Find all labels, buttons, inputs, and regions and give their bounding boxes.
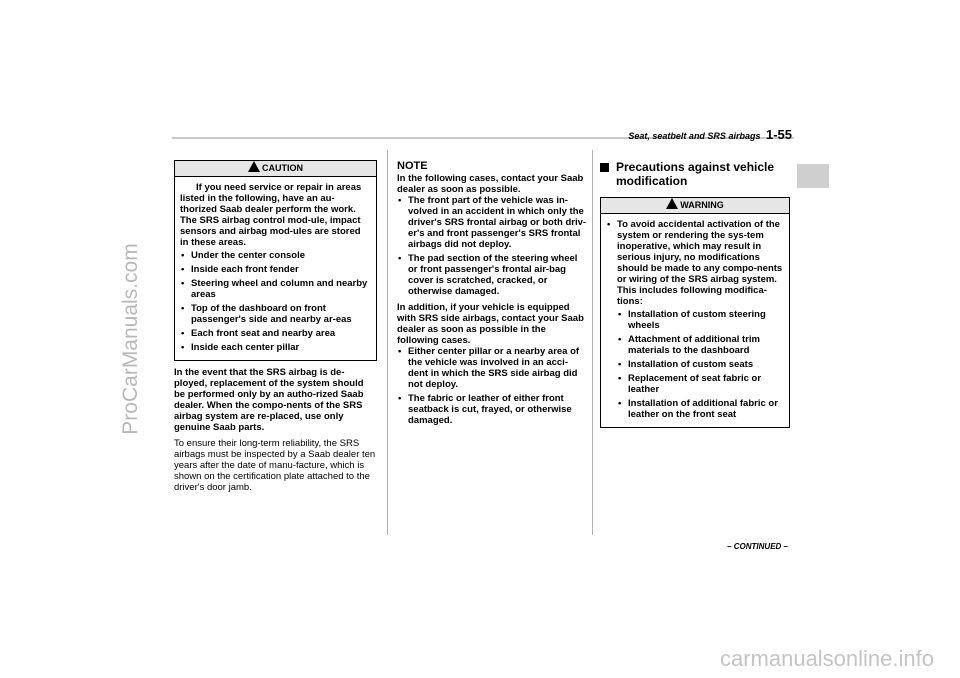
warning-list [606, 219, 784, 420]
warning-triangle-icon [666, 198, 678, 209]
column-divider-1 [387, 150, 388, 535]
list-item: • Attachment of additional trim materials to the dashboard [617, 334, 784, 356]
note-intro-2: In addition, if your vehicle is equipped with SRS side airbags, contact your Saab dealer as soon as possible in the following cases. [397, 302, 584, 346]
caution-header [175, 161, 376, 177]
caution-title: CAUTION [262, 163, 303, 173]
note-body [397, 173, 587, 426]
list-item: • The fabric or leather of either front seatback is cut, frayed, or otherwise damaged. [397, 393, 587, 426]
warning-title: WARNING [680, 200, 724, 210]
precautions-title: Precautions against vehicle modification [616, 160, 775, 188]
column-3 [600, 160, 790, 434]
note-intro: In the following cases, contact your Saab dealer as soon as possible. [397, 173, 584, 195]
list-item: • Inside each front fender [180, 264, 371, 275]
list-item: • The front part of the vehicle was in-volved in an accident in which only the driver's SRS frontal airbag or both driv-er's and front passenger's SRS frontal airbags did not deploy. [397, 195, 587, 250]
caution-list [180, 250, 371, 353]
warning-header [601, 198, 789, 214]
list-item [606, 219, 784, 420]
chapter-thumb-tab [797, 164, 829, 188]
column-divider-2 [592, 150, 593, 535]
list-item: • Installation of additional fabric or leather on the front seat [617, 398, 784, 420]
list-item: • Top of the dashboard on front passenger's side and nearby ar-eas [180, 303, 371, 325]
inspection-paragraph: To ensure their long-term reliability, the SRS airbags must be inspected by a Saab dealer ten years after the date of manu-facture, which is shown on the certification plate attached to the driver's door jamb. [174, 438, 376, 493]
caution-body [175, 177, 376, 360]
page-header [628, 127, 792, 142]
list-item: • Installation of custom steering wheels [617, 309, 784, 331]
list-item: • Replacement of seat fabric or leather [617, 373, 784, 395]
bottom-watermark: carmanualsonline.info [719, 646, 934, 671]
page-number: 1-55 [765, 127, 792, 142]
list-item: • Each front seat and nearby area [180, 328, 371, 339]
list-item: • Either center pillar or a nearby area of the vehicle was involved in an acci-dent in which the SRS side airbag did not deploy. [397, 346, 587, 390]
column-2 [397, 160, 587, 429]
deployment-paragraph: In the event that the SRS airbag is de-ployed, replacement of the system should be performed only by an autho-rized Saab dealer. When the compo-nents of the SRS airbag system are re-placed, use only genuine Saab parts. [174, 367, 364, 433]
side-watermark: ProCarManuals.com [119, 243, 142, 435]
square-bullet-icon [600, 163, 609, 172]
list-item: • The pad section of the steering wheel or front passenger's frontal air-bag cover is scratched, cracked, or otherwise damaged. [397, 253, 587, 297]
note-list-2 [397, 346, 587, 426]
section-title: Seat, seatbelt and SRS airbags [628, 131, 761, 141]
warning-body [601, 214, 789, 427]
continued-label: – CONTINUED – [727, 542, 788, 551]
warning-text: • To avoid accidental activation of the system or rendering the sys-tem inoperative, which may result in serious injury, no modifications should be made to any compo-nents or wiring of the SRS airbag system. [617, 219, 783, 285]
warning-box [600, 197, 790, 428]
list-item: • Installation of custom seats [617, 359, 784, 370]
list-item: • Steering wheel and column and nearby areas [180, 278, 371, 300]
list-item: • Under the center console [180, 250, 371, 261]
note-list-1 [397, 195, 587, 297]
note-title: NOTE [397, 160, 428, 172]
warning-includes: This includes following modifica-tions: [617, 285, 767, 307]
caution-intro: If you need service or repair in areas listed in the following, have an au-thorized Saab dealer perform the work. The SRS airbag control mod-ule, impact sensors and airbag mod-ules are stored in these areas. [180, 182, 362, 248]
precautions-heading [600, 160, 790, 188]
column-1 [174, 160, 377, 498]
warning-triangle-icon [248, 161, 260, 172]
modification-list [617, 309, 784, 420]
caution-box [174, 160, 377, 361]
list-item: • Inside each center pillar [180, 342, 371, 353]
